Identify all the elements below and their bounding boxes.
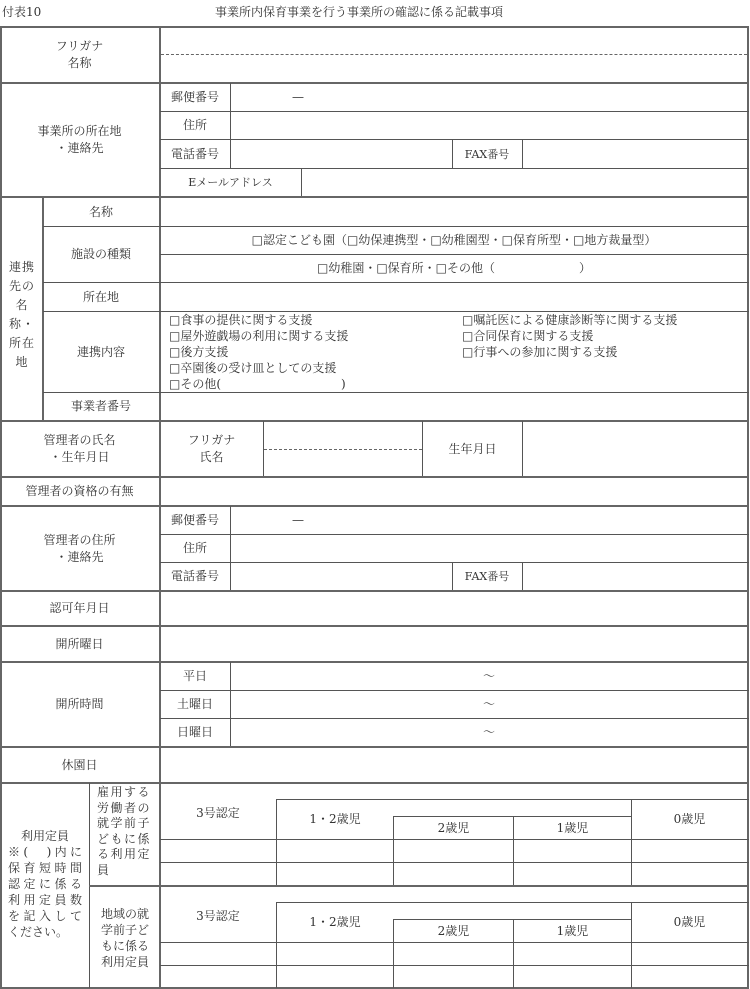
employee-age0-short-input[interactable]	[632, 863, 747, 885]
age-2-label: 2歳児	[437, 820, 470, 835]
facility-type-label: 施設の種類	[70, 247, 131, 261]
appendix-label: 付表10	[2, 5, 42, 19]
fax-label: FAX番号	[464, 147, 510, 161]
manager-address-input[interactable]	[231, 535, 747, 562]
content-checkbox-item[interactable]: □その他( )	[169, 377, 346, 391]
community-age12-total-input[interactable]	[277, 943, 393, 965]
capacity-note-line: ください。	[8, 925, 69, 939]
name-label: 名称	[67, 56, 92, 70]
partner-group-line: 所在	[8, 336, 35, 350]
location-label-line1: 事業所の所在地	[37, 124, 122, 138]
community-cert3-short-input[interactable]	[161, 966, 276, 987]
community-age2-short-input[interactable]	[394, 966, 513, 987]
manager-name-label-line2: ・生年月日	[49, 450, 110, 464]
facility-fax-input[interactable]	[523, 140, 747, 168]
range-symbol: ～	[482, 697, 495, 711]
facility-type-options-2[interactable]: □幼稚園・□保育所・□その他（ ）	[316, 261, 591, 275]
holiday-label: 休園日	[61, 757, 98, 772]
partner-group-line: 地	[15, 355, 29, 369]
employee-label-line: 雇用する	[97, 785, 152, 799]
content-checkbox-item[interactable]: □食事の提供に関する支援	[169, 313, 313, 327]
community-label-line: もに係る	[100, 939, 149, 953]
sunday-label: 日曜日	[176, 725, 213, 739]
saturday-label: 土曜日	[176, 697, 213, 711]
content-checkbox-item[interactable]: □合同保育に関する支援	[462, 329, 594, 343]
capacity-note-line: 認定に係る	[8, 877, 82, 891]
age-0-label: 0歳児	[673, 914, 706, 929]
partner-content-list-right	[462, 312, 677, 360]
community-age12-short-input[interactable]	[277, 966, 393, 987]
community-cert3-total-input[interactable]	[161, 943, 276, 965]
employee-capacity-label	[97, 785, 155, 878]
weekday-hours-input[interactable]	[231, 663, 747, 690]
community-label-line: 学前子ど	[100, 923, 149, 937]
community-age2-total-input[interactable]	[394, 943, 513, 965]
weekday-label: 平日	[182, 669, 207, 683]
partner-name-input[interactable]	[161, 198, 747, 226]
email-label: Eメールアドレス	[188, 176, 273, 189]
facility-name-input[interactable]	[161, 56, 747, 82]
partner-group-line: 先の	[8, 279, 35, 293]
qualification-input[interactable]	[161, 478, 747, 505]
fax-label: FAX番号	[464, 570, 510, 583]
cert3-label: 3号認定	[196, 908, 240, 923]
community-label-line: 利用定員	[100, 955, 149, 969]
facility-phone-input[interactable]	[231, 140, 452, 168]
content-checkbox-item[interactable]: □嘱託医による健康診断等に関する支援	[462, 313, 678, 327]
manager-name-label-line1: 管理者の氏名	[43, 433, 116, 447]
employee-age2-short-input[interactable]	[394, 863, 513, 885]
phone-label: 電話番号	[170, 569, 219, 583]
phone-label: 電話番号	[170, 146, 219, 161]
location-label-line2: ・連絡先	[55, 141, 104, 155]
capacity-label	[8, 828, 82, 940]
range-symbol: ～	[482, 725, 495, 739]
page-title: 事業所内保育事業を行う事業所の確認に係る記載事項	[215, 5, 504, 19]
range-symbol: ～	[482, 669, 495, 683]
employee-age1-short-input[interactable]	[514, 863, 631, 885]
partner-content-list-left	[169, 312, 348, 392]
age-12-label: 1・2歳児	[309, 811, 361, 826]
capacity-note-line: 保育短時間	[8, 861, 82, 875]
content-checkbox-item[interactable]: □屋外遊戯場の利用に関する支援	[169, 329, 349, 343]
employee-label-line: 就学前子	[97, 816, 152, 830]
address-label: 住所	[182, 541, 207, 555]
partner-group-line: 称・	[8, 317, 35, 331]
employee-label-line: 員	[97, 862, 111, 877]
facility-email-input[interactable]	[302, 169, 747, 196]
age-1-label: 1歳児	[556, 923, 589, 938]
capacity-note-line: ※( )内に	[8, 845, 82, 859]
employee-age12-short-input[interactable]	[277, 863, 393, 885]
manager-address-label-line2: ・連絡先	[55, 549, 104, 564]
content-checkbox-item[interactable]: □後方支援	[169, 345, 229, 359]
content-checkbox-item[interactable]: □行事への参加に関する支援	[462, 345, 618, 359]
hours-label: 開所時間	[55, 697, 104, 711]
furigana-label: フリガナ	[55, 39, 104, 53]
employee-label-line: 労働者の	[97, 800, 152, 815]
employee-age2-total-input[interactable]	[394, 840, 513, 862]
qualification-label: 管理者の資格の有無	[25, 484, 134, 498]
facility-furigana-input[interactable]	[161, 28, 747, 54]
partner-location-input[interactable]	[161, 283, 747, 311]
manager-fax-input[interactable]	[523, 563, 747, 590]
capacity-title: 利用定員	[20, 829, 69, 843]
community-age1-total-input[interactable]	[514, 943, 631, 965]
age-12-label: 1・2歳児	[309, 914, 361, 929]
age-1-label: 1歳児	[556, 820, 589, 835]
facility-address-input[interactable]	[231, 112, 747, 139]
postal-separator: —	[292, 90, 304, 104]
facility-type-options-1[interactable]: □認定こども園（□幼保連携型・□幼稚園型・□保育所型・□地方裁量型）	[251, 233, 657, 247]
manager-address-label	[0, 507, 159, 590]
cert3-label: 3号認定	[196, 805, 240, 820]
approval-date-input[interactable]	[161, 592, 747, 625]
birth-date-label: 生年月日	[448, 441, 497, 456]
manager-furigana-name-label	[160, 422, 263, 476]
community-age0-short-input[interactable]	[632, 966, 747, 987]
partner-group-line: 連携	[8, 260, 35, 274]
age-0-label: 0歳児	[673, 811, 706, 826]
holiday-input[interactable]	[161, 748, 747, 782]
partner-content-label: 連携内容	[76, 344, 125, 359]
postal-separator: —	[292, 513, 304, 527]
person-name-label: 氏名	[199, 450, 224, 464]
facility-name-label	[0, 28, 159, 82]
approval-date-label: 認可年月日	[49, 601, 110, 615]
manager-name-input[interactable]	[264, 450, 422, 476]
employee-cert3-short-input[interactable]	[161, 863, 276, 885]
saturday-hours-input[interactable]	[231, 691, 747, 718]
manager-furigana-input[interactable]	[264, 422, 422, 449]
postal-label: 郵便番号	[170, 513, 219, 527]
business-number-input[interactable]	[161, 393, 747, 420]
manager-address-label-line1: 管理者の住所	[43, 532, 116, 547]
community-label-line: 地域の就	[100, 907, 149, 921]
open-days-input[interactable]	[161, 627, 747, 661]
employee-label-line: どもに係	[97, 831, 152, 846]
manager-name-label	[0, 422, 159, 476]
employee-age12-total-input[interactable]	[277, 840, 393, 862]
furigana-label: フリガナ	[187, 433, 236, 447]
partner-group-label	[2, 258, 42, 372]
content-checkbox-item[interactable]: □卒園後の受け皿としての支援	[169, 361, 337, 375]
sunday-hours-input[interactable]	[231, 719, 747, 746]
birth-date-input[interactable]	[523, 422, 747, 476]
capacity-note-line: 利用定員数	[8, 893, 82, 907]
community-age1-short-input[interactable]	[514, 966, 631, 987]
community-age0-total-input[interactable]	[632, 943, 747, 965]
capacity-note-line: を記入して	[8, 909, 82, 923]
address-label: 住所	[182, 118, 207, 132]
community-capacity-label	[92, 906, 158, 970]
postal-label: 郵便番号	[170, 90, 219, 104]
open-days-label: 開所曜日	[55, 636, 104, 651]
partner-group-line: 名	[15, 298, 29, 312]
employee-label-line: る利用定	[97, 847, 152, 861]
employee-cert3-total-input[interactable]	[161, 840, 276, 862]
facility-location-label	[0, 84, 159, 196]
age-2-label: 2歳児	[437, 923, 470, 938]
partner-location-label: 所在地	[82, 289, 119, 304]
business-number-label: 事業者番号	[70, 399, 131, 413]
employee-age0-total-input[interactable]	[632, 840, 747, 862]
partner-name-label: 名称	[88, 204, 113, 219]
manager-phone-input[interactable]	[231, 563, 452, 590]
employee-age1-total-input[interactable]	[514, 840, 631, 862]
